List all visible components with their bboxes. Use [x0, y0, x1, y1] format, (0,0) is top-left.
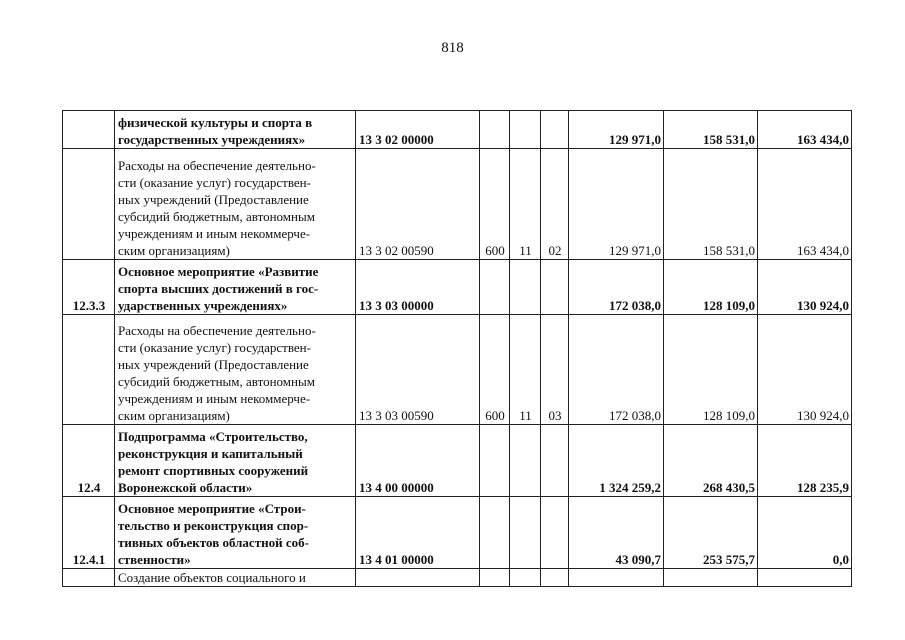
row-rz — [510, 260, 541, 315]
row-target-code — [356, 569, 480, 587]
row-amount-year1: 43 090,7 — [569, 497, 664, 569]
table-row — [63, 497, 852, 569]
row-description: Подпрограмма «Строительство, реконструкция и капитальный ремонт спортивных сооружений Воронежской области» — [115, 425, 356, 497]
table-row — [63, 149, 852, 260]
row-rz — [510, 111, 541, 149]
row-grbs: 600 — [480, 149, 510, 260]
row-pr: 02 — [541, 149, 569, 260]
row-target-code: 13 3 02 00000 — [356, 111, 480, 149]
row-amount-year1: 172 038,0 — [569, 315, 664, 425]
row-grbs — [480, 569, 510, 587]
row-grbs — [480, 425, 510, 497]
row-target-code: 13 4 00 00000 — [356, 425, 480, 497]
row-amount-year2: 158 531,0 — [664, 111, 758, 149]
row-amount-year1: 129 971,0 — [569, 149, 664, 260]
row-rz: 11 — [510, 149, 541, 260]
row-amount-year1: 1 324 259,2 — [569, 425, 664, 497]
row-amount-year3: 130 924,0 — [758, 315, 852, 425]
table-row — [63, 260, 852, 315]
row-pr — [541, 425, 569, 497]
row-grbs: 600 — [480, 315, 510, 425]
row-grbs — [480, 260, 510, 315]
row-description: Расходы на обеспечение деятельно- сти (оказание услуг) государствен- ных учреждений (Предоставление субсидий бюджетным, автономным учреждениям и иным некоммерче- ским организациям) — [115, 315, 356, 425]
row-number — [63, 111, 115, 149]
row-amount-year2: 268 430,5 — [664, 425, 758, 497]
row-number: 12.3.3 — [63, 260, 115, 315]
row-target-code: 13 4 01 00000 — [356, 497, 480, 569]
row-amount-year3: 128 235,9 — [758, 425, 852, 497]
table-row — [63, 569, 852, 587]
row-amount-year3 — [758, 569, 852, 587]
row-pr — [541, 569, 569, 587]
row-amount-year3: 0,0 — [758, 497, 852, 569]
row-number — [63, 315, 115, 425]
row-amount-year1: 172 038,0 — [569, 260, 664, 315]
row-pr: 03 — [541, 315, 569, 425]
row-amount-year2: 253 575,7 — [664, 497, 758, 569]
row-amount-year1: 129 971,0 — [569, 111, 664, 149]
page-number: 818 — [441, 40, 464, 56]
row-grbs — [480, 111, 510, 149]
row-rz: 11 — [510, 315, 541, 425]
row-description: физической культуры и спорта в государственных учреждениях» — [115, 111, 356, 149]
row-grbs — [480, 497, 510, 569]
table-row — [63, 315, 852, 425]
row-amount-year3: 163 434,0 — [758, 149, 852, 260]
row-target-code: 13 3 02 00590 — [356, 149, 480, 260]
table-row — [63, 111, 852, 149]
row-pr — [541, 497, 569, 569]
row-description: Основное мероприятие «Строи- тельство и реконструкция спор- тивных объектов областной соб- ственности» — [115, 497, 356, 569]
budget-table — [62, 110, 852, 587]
row-number — [63, 149, 115, 260]
row-amount-year2 — [664, 569, 758, 587]
row-amount-year2: 128 109,0 — [664, 260, 758, 315]
row-target-code: 13 3 03 00000 — [356, 260, 480, 315]
row-rz — [510, 569, 541, 587]
row-amount-year2: 128 109,0 — [664, 315, 758, 425]
row-description: Создание объектов социального и — [115, 569, 356, 587]
row-number: 12.4.1 — [63, 497, 115, 569]
row-pr — [541, 260, 569, 315]
row-number: 12.4 — [63, 425, 115, 497]
row-amount-year3: 163 434,0 — [758, 111, 852, 149]
row-description: Расходы на обеспечение деятельно- сти (оказание услуг) государствен- ных учреждений (Предоставление субсидий бюджетным, автономным учреждениям и иным некоммерче- ским организациям) — [115, 149, 356, 260]
row-amount-year3: 130 924,0 — [758, 260, 852, 315]
row-target-code: 13 3 03 00590 — [356, 315, 480, 425]
row-description: Основное мероприятие «Развитие спорта высших достижений в гос- ударственных учреждениях» — [115, 260, 356, 315]
table-row — [63, 425, 852, 497]
row-rz — [510, 425, 541, 497]
row-amount-year2: 158 531,0 — [664, 149, 758, 260]
row-pr — [541, 111, 569, 149]
row-amount-year1 — [569, 569, 664, 587]
row-number — [63, 569, 115, 587]
row-rz — [510, 497, 541, 569]
